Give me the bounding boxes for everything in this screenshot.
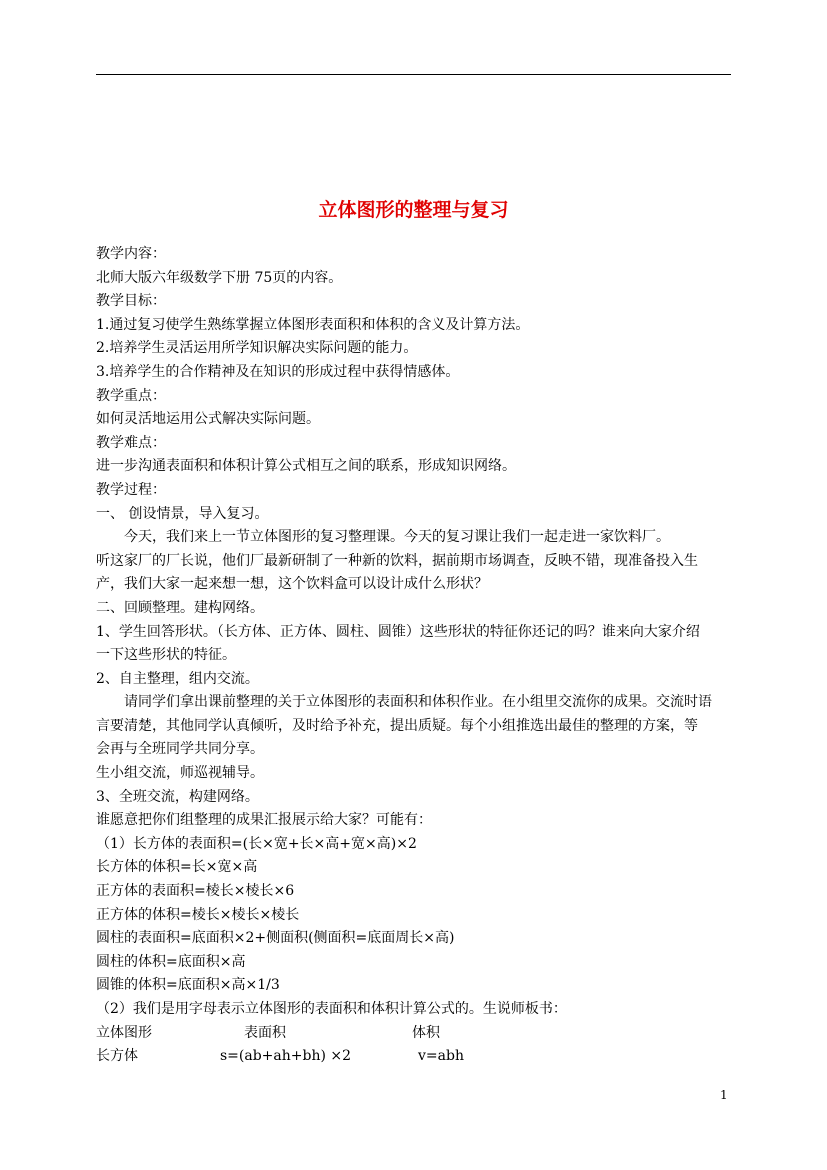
body-line: 正方体的表面积=棱长×棱长×6 [96,883,295,900]
body-lines [96,243,736,1022]
body-line: 1、学生回答形状。（长方体、正方体、圆柱、圆锥）这些形状的特征你还记的吗？谁来向大家介绍 [96,623,700,640]
document-title: 立体图形的整理与复习 [318,199,509,221]
header-rule [96,74,731,75]
body-line: 产，我们大家一起来想一想，这个饮料盒可以设计成什么形状？ [96,576,488,593]
body-line: 长方体的体积=长×宽×高 [96,859,258,876]
body-line: 会再与全班同学共同分享。 [96,741,264,758]
body-line: 听这家厂的厂长说，他们厂最新研制了一种新的饮料，据前期市场调查，反映不错，现准备投入生 [96,552,698,569]
body-line: 生小组交流，师巡视辅导。 [96,765,264,782]
body-line: 言要清楚，其他同学认真倾听，及时给予补充，提出质疑。每个小组推选出最佳的整理的方案，等 [96,717,698,734]
table-cell-volume: v=abh [418,1048,464,1065]
table-cell-surface: s=(ab+ah+bh) ×2 [220,1048,352,1065]
page-number: 1 [720,1088,728,1102]
body-line: 请同学们拿出课前整理的关于立体图形的表面积和体积作业。在小组里交流你的成果。交流时语 [124,694,712,711]
body-line: 2.培养学生灵活运用所学知识解决实际问题的能力。 [96,340,418,357]
body-line: 如何灵活地运用公式解决实际问题。 [96,411,320,428]
body-line: 教学内容： [96,246,166,262]
body-line: 1.通过复习使学生熟练掌握立体图形表面积和体积的含义及计算方法。 [96,316,530,333]
body-line: 二、回顾整理。建构网络。 [96,599,264,616]
body-line: 3、全班交流，构建网络。 [96,788,259,805]
formula-table-row [96,1045,736,1069]
body-line: 今天，我们来上一节立体图形的复习整理课。今天的复习课让我们一起走进一家饮料厂。 [124,529,670,546]
body-line: 圆柱的表面积=底面积×2+侧面积(侧面积=底面周长×高) [96,930,455,947]
body-line: 教学目标： [96,293,166,310]
table-header-shape: 立体图形 [96,1024,152,1041]
body-line: 进一步沟通表面积和体积计算公式相互之间的联系，形成知识网络。 [96,458,516,475]
formula-table-header [96,1022,736,1046]
body-line: 3.培养学生的合作精神及在知识的形成过程中获得情感体。 [96,363,460,380]
body-line: （2）我们是用字母表示立体图形的表面积和体积计算公式的。生说师板书： [96,1001,567,1017]
body-line: 谁愿意把你们组整理的成果汇报展示给大家？可能有： [96,812,432,829]
body-line: 正方体的体积=棱长×棱长×棱长 [96,906,300,923]
body-line: 一、 创设情景，导入复习。 [96,505,269,522]
body-line: 圆柱的体积=底面积×高 [96,953,246,970]
body-line: 教学过程： [96,481,166,498]
table-cell-shape: 长方体 [96,1048,138,1065]
body-line: 一下这些形状的特征。 [96,647,236,664]
body-line: （1）长方体的表面积=(长×宽+长×高+宽×高)×2 [96,835,417,852]
body-line: 教学重点： [96,387,166,404]
body-line: 圆锥的体积=底面积×高×1/3 [96,977,280,994]
table-header-surface: 表面积 [244,1024,286,1041]
body-line: 北师大版六年级数学下册 75页的内容。 [96,269,343,286]
table-header-volume: 体积 [412,1024,440,1041]
document-body [96,243,736,1069]
body-line: 教学难点： [96,434,166,451]
body-line: 2、自主整理，组内交流。 [96,670,259,687]
